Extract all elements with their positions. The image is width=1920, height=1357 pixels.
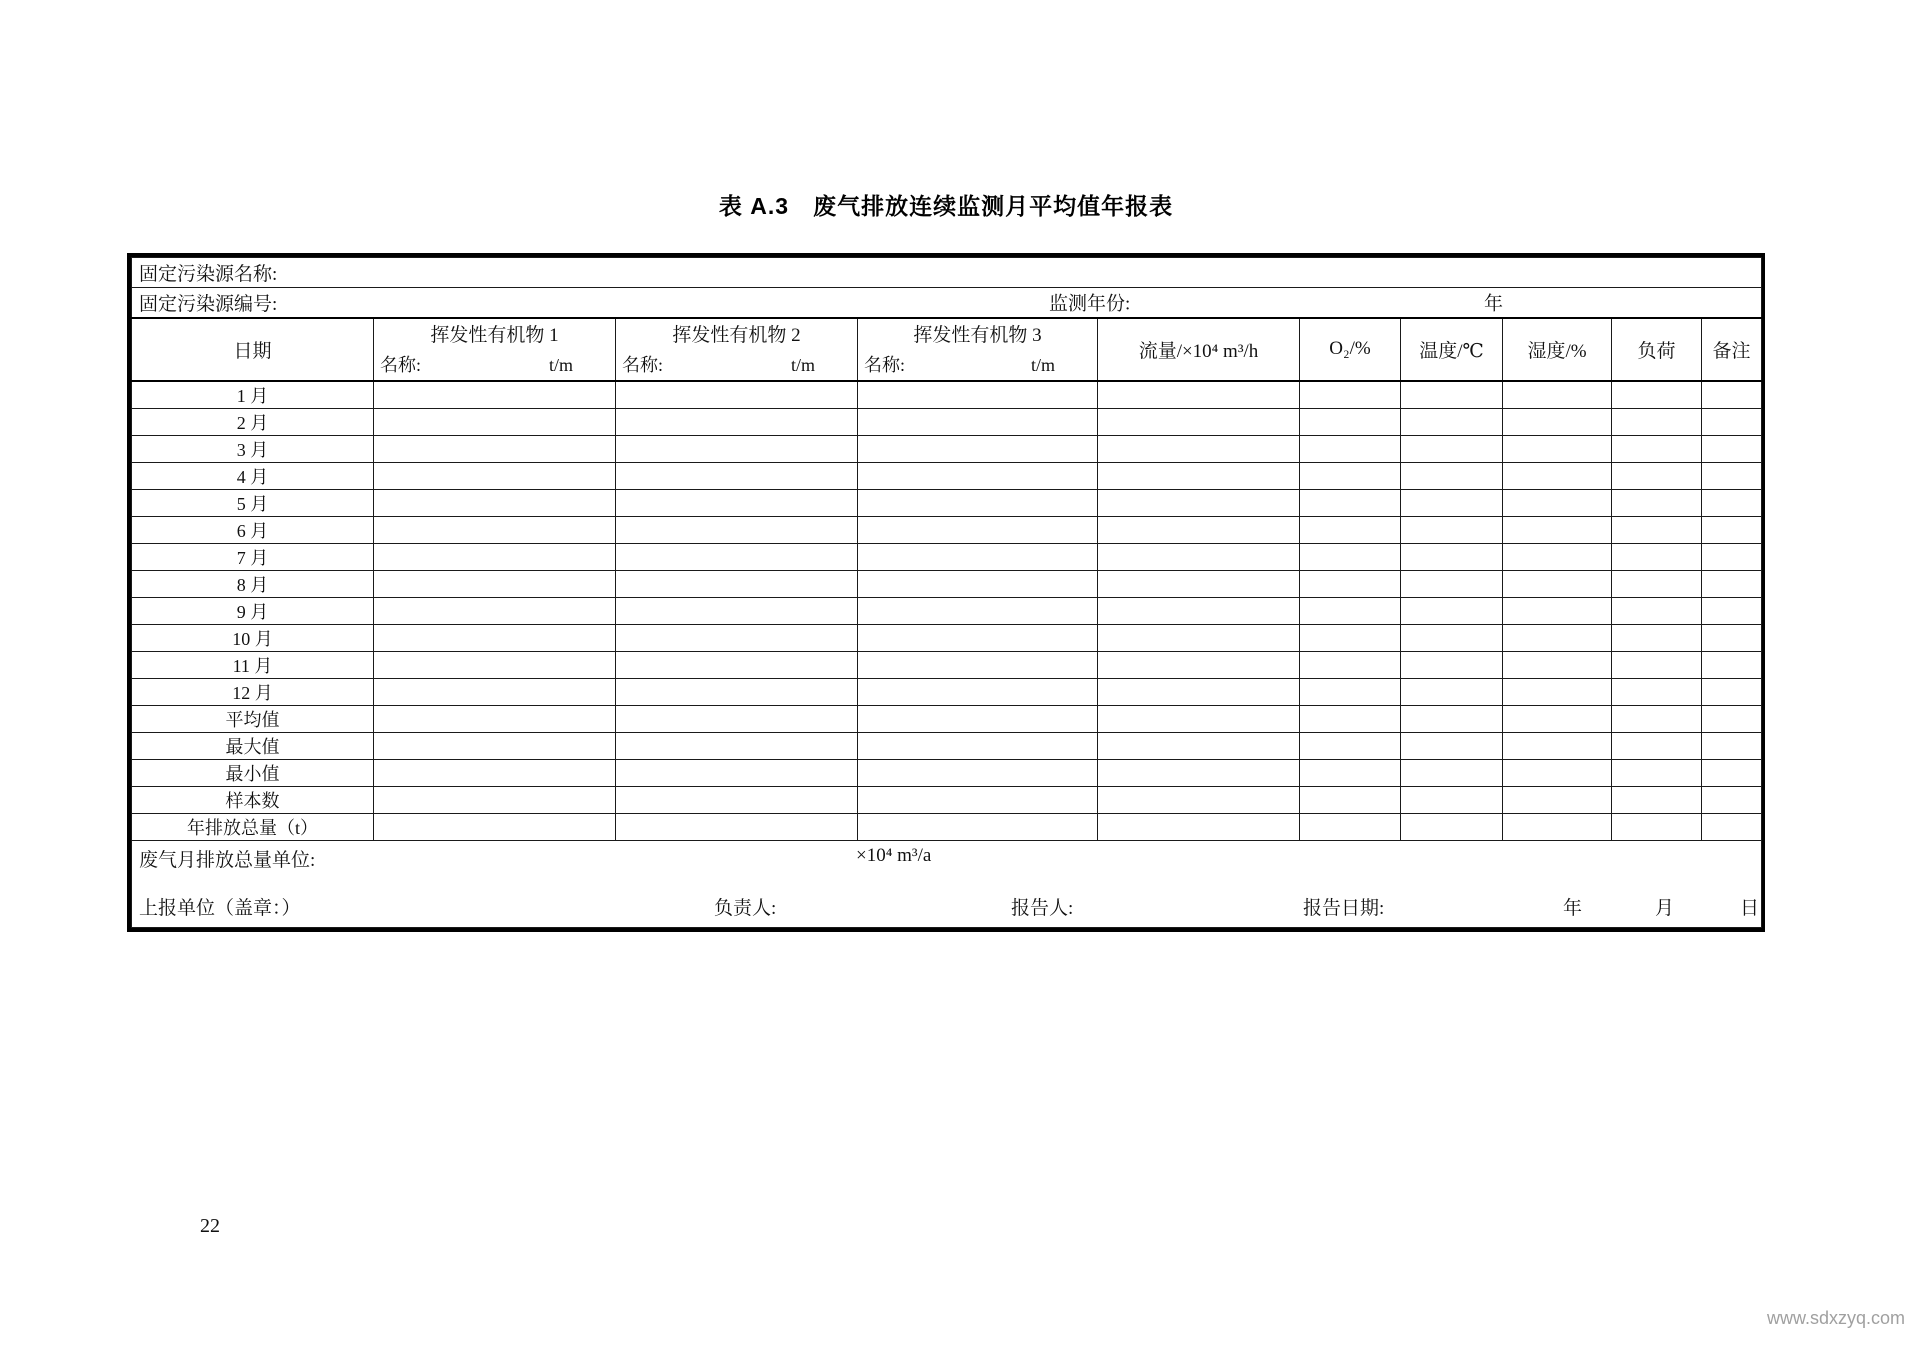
data-cell: [1401, 597, 1503, 624]
table-row: [132, 462, 1762, 489]
row-label: 4 月: [132, 462, 374, 489]
data-cell: [616, 651, 858, 678]
data-cell: [616, 597, 858, 624]
data-cell: [1612, 759, 1702, 786]
data-cell: [374, 462, 616, 489]
table-row: [132, 813, 1762, 840]
row-label: 12 月: [132, 678, 374, 705]
table-row: [132, 489, 1762, 516]
data-cell: [1702, 489, 1762, 516]
data-cell: [374, 624, 616, 651]
data-cell: [1612, 813, 1702, 840]
data-cell: [374, 516, 616, 543]
row-label: 平均值: [132, 705, 374, 732]
data-rows: [132, 381, 1762, 841]
data-cell: [1401, 651, 1503, 678]
row-label: 2 月: [132, 408, 374, 435]
voc3-subheader: [858, 351, 1097, 380]
source-name-cell: [132, 258, 1762, 288]
data-cell: [1401, 678, 1503, 705]
voc1-unit: t/m: [548, 354, 573, 375]
row-label: 年排放总量（t）: [132, 813, 374, 840]
data-cell: [374, 570, 616, 597]
data-cell: [1300, 570, 1401, 597]
data-cell: [1503, 705, 1612, 732]
table-row: [132, 597, 1762, 624]
data-cell: [1612, 651, 1702, 678]
report-date-label: 报告日期:: [1303, 897, 1385, 919]
data-cell: [616, 570, 858, 597]
data-cell: [1503, 813, 1612, 840]
table-row: [132, 678, 1762, 705]
col-header-date: 日期: [132, 318, 374, 381]
row-label: 5 月: [132, 489, 374, 516]
data-cell: [374, 543, 616, 570]
row-label: 1 月: [132, 381, 374, 409]
col-header-humidity: 湿度/%: [1503, 318, 1612, 381]
data-cell: [1300, 732, 1401, 759]
monitor-year-suffix: 年: [1484, 293, 1504, 315]
data-cell: [1098, 516, 1300, 543]
data-cell: [1503, 786, 1612, 813]
table-row: [132, 786, 1762, 813]
source-id-row: [132, 288, 1762, 318]
data-cell: [1612, 570, 1702, 597]
data-cell: [1300, 408, 1401, 435]
monthly-total-value: ×10⁴ m³/a: [856, 844, 932, 866]
table-row: [132, 381, 1762, 409]
monthly-total-cell: [132, 840, 1762, 890]
source-name-label: 固定污染源名称:: [139, 264, 278, 285]
signature-cell: [132, 890, 1762, 927]
data-cell: [616, 489, 858, 516]
source-name-row: [132, 258, 1762, 288]
monthly-total-label: 废气月排放总量单位:: [139, 849, 316, 871]
data-cell: [616, 624, 858, 651]
data-cell: [1702, 813, 1762, 840]
monthly-total-row: [132, 840, 1762, 890]
data-cell: [1503, 489, 1612, 516]
data-cell: [1401, 759, 1503, 786]
data-cell: [1098, 570, 1300, 597]
data-cell: [616, 705, 858, 732]
col-header-load: 负荷: [1612, 318, 1702, 381]
data-cell: [374, 408, 616, 435]
data-cell: [1612, 408, 1702, 435]
data-cell: [1702, 651, 1762, 678]
data-cell: [858, 462, 1098, 489]
data-cell: [1098, 597, 1300, 624]
data-cell: [374, 786, 616, 813]
data-cell: [1702, 408, 1762, 435]
row-label: 7 月: [132, 543, 374, 570]
data-cell: [858, 570, 1098, 597]
data-cell: [1098, 624, 1300, 651]
data-cell: [1300, 759, 1401, 786]
data-cell: [1401, 462, 1503, 489]
column-header-row: [132, 318, 1762, 381]
data-cell: [1300, 786, 1401, 813]
col-header-voc3: [858, 318, 1098, 381]
data-cell: [1300, 813, 1401, 840]
table-row: [132, 408, 1762, 435]
table-row: [132, 624, 1762, 651]
data-cell: [1702, 624, 1762, 651]
data-cell: [616, 678, 858, 705]
col-header-remark: 备注: [1702, 318, 1762, 381]
data-cell: [1300, 651, 1401, 678]
data-cell: [1098, 462, 1300, 489]
data-cell: [374, 678, 616, 705]
data-cell: [616, 759, 858, 786]
reporter-label: 报告人:: [1011, 897, 1074, 919]
data-cell: [1503, 597, 1612, 624]
watermark: www.sdxzyq.com: [1766, 1308, 1905, 1328]
data-cell: [1401, 570, 1503, 597]
data-cell: [1401, 381, 1503, 409]
data-cell: [1300, 597, 1401, 624]
data-cell: [1098, 489, 1300, 516]
data-cell: [1098, 651, 1300, 678]
table-row: [132, 570, 1762, 597]
data-cell: [858, 759, 1098, 786]
table-row: [132, 435, 1762, 462]
voc3-title: 挥发性有机物 3: [913, 324, 1042, 346]
data-cell: [1702, 435, 1762, 462]
data-cell: [616, 786, 858, 813]
data-cell: [1702, 543, 1762, 570]
data-cell: [1503, 435, 1612, 462]
row-label: 最大值: [132, 732, 374, 759]
data-cell: [1503, 543, 1612, 570]
data-cell: [1702, 786, 1762, 813]
data-cell: [858, 408, 1098, 435]
data-cell: [1401, 705, 1503, 732]
row-label: 样本数: [132, 786, 374, 813]
data-cell: [374, 435, 616, 462]
data-cell: [374, 381, 616, 409]
voc2-name-label: 名称:: [622, 354, 664, 375]
data-cell: [374, 759, 616, 786]
data-cell: [1503, 759, 1612, 786]
data-cell: [616, 462, 858, 489]
data-cell: [1098, 543, 1300, 570]
data-cell: [1300, 462, 1401, 489]
data-cell: [1612, 543, 1702, 570]
data-cell: [616, 732, 858, 759]
voc2-title: 挥发性有机物 2: [672, 324, 801, 346]
date-month-label: 月: [1655, 897, 1675, 919]
data-cell: [858, 678, 1098, 705]
voc1-title: 挥发性有机物 1: [430, 324, 559, 346]
data-cell: [1503, 408, 1612, 435]
data-cell: [858, 813, 1098, 840]
data-cell: [1612, 381, 1702, 409]
data-cell: [1503, 624, 1612, 651]
data-cell: [616, 516, 858, 543]
data-cell: [858, 543, 1098, 570]
data-cell: [1503, 381, 1612, 409]
data-cell: [858, 435, 1098, 462]
data-cell: [1612, 462, 1702, 489]
voc2-subheader: [616, 351, 857, 380]
data-cell: [1098, 786, 1300, 813]
data-cell: [1300, 624, 1401, 651]
data-cell: [1702, 759, 1762, 786]
data-cell: [1300, 381, 1401, 409]
data-cell: [1702, 381, 1762, 409]
data-cell: [616, 543, 858, 570]
data-cell: [1300, 516, 1401, 543]
date-year-label: 年: [1563, 897, 1583, 919]
data-cell: [1612, 489, 1702, 516]
data-cell: [1503, 732, 1612, 759]
row-label: 最小值: [132, 759, 374, 786]
data-cell: [1300, 678, 1401, 705]
data-cell: [858, 516, 1098, 543]
row-label: 9 月: [132, 597, 374, 624]
data-cell: [616, 408, 858, 435]
data-cell: [1401, 435, 1503, 462]
col-header-voc2: [616, 318, 858, 381]
data-cell: [858, 381, 1098, 409]
data-cell: [1098, 408, 1300, 435]
data-cell: [1503, 678, 1612, 705]
data-cell: [1612, 516, 1702, 543]
data-cell: [1702, 597, 1762, 624]
report-form: [127, 253, 1765, 932]
col-header-o2: O₂/%: [1300, 318, 1401, 381]
data-cell: [1702, 678, 1762, 705]
row-label: 10 月: [132, 624, 374, 651]
data-cell: [858, 651, 1098, 678]
row-label: 11 月: [132, 651, 374, 678]
data-cell: [1401, 624, 1503, 651]
signature-row: [132, 890, 1762, 927]
data-cell: [374, 705, 616, 732]
data-cell: [1503, 462, 1612, 489]
data-cell: [1401, 813, 1503, 840]
data-cell: [374, 597, 616, 624]
data-cell: [1612, 597, 1702, 624]
data-cell: [616, 381, 858, 409]
data-cell: [1401, 543, 1503, 570]
row-label: 8 月: [132, 570, 374, 597]
source-id-label: 固定污染源编号:: [139, 293, 278, 315]
date-day-label: 日: [1740, 897, 1760, 919]
data-cell: [1503, 570, 1612, 597]
data-cell: [616, 813, 858, 840]
data-cell: [374, 651, 616, 678]
row-label: 3 月: [132, 435, 374, 462]
data-cell: [1300, 705, 1401, 732]
data-cell: [1098, 705, 1300, 732]
data-cell: [858, 705, 1098, 732]
voc2-unit: t/m: [790, 354, 815, 375]
data-cell: [1401, 516, 1503, 543]
col-header-flow: 流量/×10⁴ m³/h: [1098, 318, 1300, 381]
table-row: [132, 516, 1762, 543]
data-cell: [858, 624, 1098, 651]
data-cell: [1098, 435, 1300, 462]
data-cell: [1702, 516, 1762, 543]
data-cell: [858, 786, 1098, 813]
col-header-temperature: 温度/℃: [1401, 318, 1503, 381]
report-unit-label: 上报单位（盖章：）: [139, 897, 301, 919]
data-cell: [1300, 543, 1401, 570]
responsible-label: 负责人:: [714, 897, 777, 919]
data-cell: [1702, 462, 1762, 489]
data-cell: [1098, 381, 1300, 409]
data-cell: [1098, 732, 1300, 759]
voc1-name-label: 名称:: [380, 354, 422, 375]
data-cell: [858, 489, 1098, 516]
data-cell: [1702, 732, 1762, 759]
voc1-subheader: [374, 351, 615, 380]
data-cell: [1503, 516, 1612, 543]
data-cell: [858, 597, 1098, 624]
col-header-voc1: [374, 318, 616, 381]
data-cell: [374, 489, 616, 516]
data-cell: [374, 732, 616, 759]
data-cell: [1702, 570, 1762, 597]
data-cell: [1612, 624, 1702, 651]
data-cell: [1098, 813, 1300, 840]
data-cell: [1612, 678, 1702, 705]
voc1-header: [374, 319, 615, 380]
voc3-header: [858, 319, 1097, 380]
data-cell: [374, 813, 616, 840]
report-form-table: [131, 257, 1762, 928]
voc2-header: [616, 319, 857, 380]
data-cell: [858, 732, 1098, 759]
table-row: [132, 759, 1762, 786]
table-title: 表 A.3 废气排放连续监测月平均值年报表: [718, 193, 1174, 219]
source-id-cell: [132, 288, 1762, 318]
data-cell: [1098, 759, 1300, 786]
monitor-year-label: 监测年份:: [1049, 293, 1131, 315]
voc3-unit: t/m: [1030, 354, 1055, 375]
data-cell: [1401, 489, 1503, 516]
table-row: [132, 543, 1762, 570]
voc3-name-label: 名称:: [864, 354, 906, 375]
data-cell: [1300, 435, 1401, 462]
data-cell: [1612, 786, 1702, 813]
data-cell: [1612, 435, 1702, 462]
table-row: [132, 732, 1762, 759]
data-cell: [1300, 489, 1401, 516]
data-cell: [1401, 732, 1503, 759]
row-label: 6 月: [132, 516, 374, 543]
page-number: 22: [200, 1215, 220, 1237]
data-cell: [1401, 786, 1503, 813]
data-cell: [616, 435, 858, 462]
data-cell: [1702, 705, 1762, 732]
data-cell: [1098, 678, 1300, 705]
data-cell: [1612, 705, 1702, 732]
data-cell: [1612, 732, 1702, 759]
table-row: [132, 705, 1762, 732]
data-cell: [1503, 651, 1612, 678]
table-row: [132, 651, 1762, 678]
data-cell: [1401, 408, 1503, 435]
